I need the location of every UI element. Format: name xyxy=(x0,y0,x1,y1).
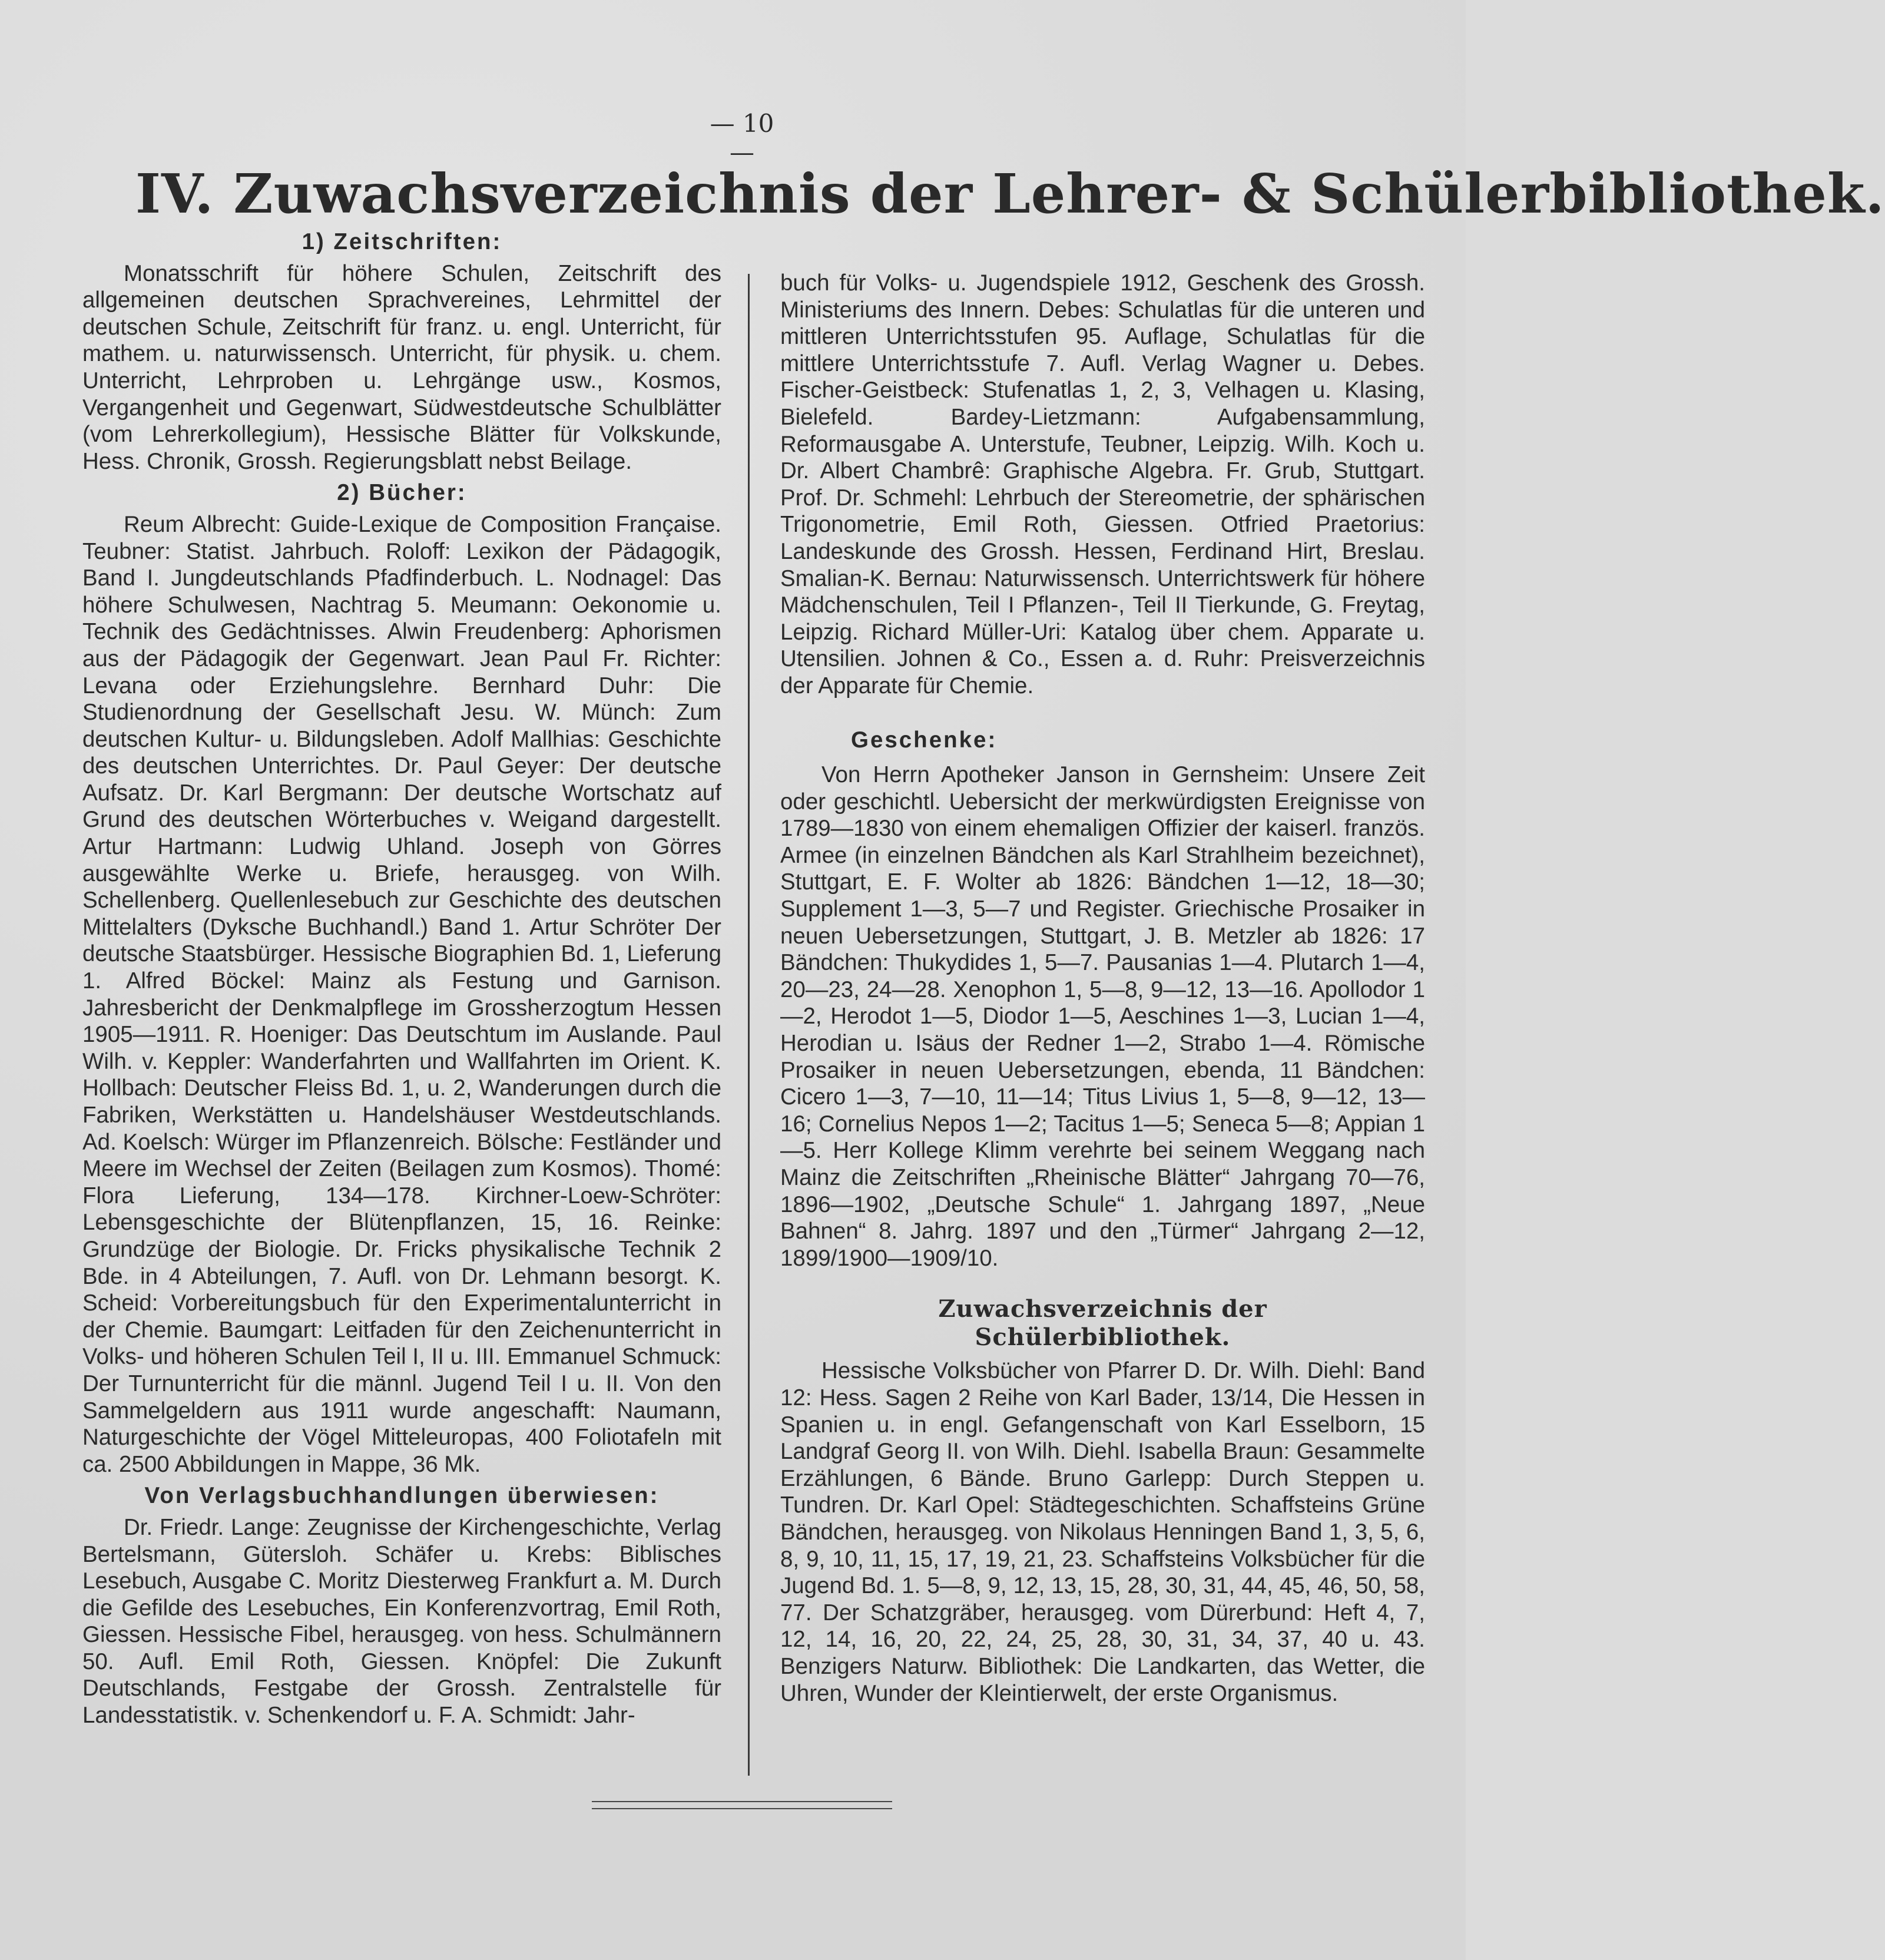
page-title: IV. Zuwachsverzeichnis der Lehrer- & Schülerbibliothek. xyxy=(135,162,1885,226)
bottom-divider xyxy=(592,1801,892,1809)
column-divider xyxy=(748,274,750,1776)
spacer xyxy=(780,700,1425,721)
left-column xyxy=(82,224,721,1729)
paragraph-publishers: Dr. Friedr. Lange: Zeugnisse der Kirchengeschichte, Verlag Bertelsmann, Gütersloh. Schäfer u. Krebs: Biblisches Lesebuch, Ausgabe C. Moritz Diesterweg Frankfurt a. M. Durch die Gefilde des Lesebuches, Ein Konferenzvortrag, Emil Roth, Giessen. Hessische Fibel, herausgeg. von hess. Schulmännern 50. Aufl. Emil Roth, Giessen. Knöpfel: Die Zukunft Deutschlands, Festgabe der Grossh. Zentralstelle für Landesstatistik. v. Schenkendorf u. F. A. Schmidt: Jahr- xyxy=(82,1514,721,1729)
section-heading-student-library-line1: Zuwachsverzeichnis der xyxy=(938,1295,1267,1323)
section-heading-publishers: Von Verlagsbuchhandlungen überwiesen: xyxy=(144,1483,660,1509)
section-heading-student-library-line2: Schülerbibliothek. xyxy=(975,1323,1231,1352)
spacer xyxy=(780,1272,1425,1295)
section-heading-books: 2) Bücher: xyxy=(337,480,467,506)
paragraph-books: Reum Albrecht: Guide-Lexique de Composition Française. Teubner: Statist. Jahrbuch. Roloff: Lexikon der Pädagogik, Band I. Jungdeutschlands Pfadfinderbuch. L. Nodnagel: Das höhere Schulwesen, Nachtrag 5. Meumann: Oekonomie u. Technik des Gedächtnisses. Alwin Freudenberg: Aphorismen aus der Pädagogik der Gegenwart. Jean Paul Fr. Richter: Levana oder Erziehungslehre. Bernhard Duhr: Die Studienordnung der Gesellschaft Jesu. W. Münch: Zum deutschen Kultur- u. Bildungsleben. Adolf Mallhias: Geschichte des deutschen Unterrichtes. Dr. Paul Geyer: Der deutsche Aufsatz. Dr. Karl Bergmann: Der deutsche Wortschatz auf Grund des deutschen Wörterbuches v. Weigand dargestellt. Artur Hartmann: Ludwig Uhland. Joseph von Görres ausgewählte Werke u. Briefe, herausgeg. von Wilh. Schellenberg. Quellenlesebuch zur Geschichte des deutschen Mittelalters (Dyksche Buchhandl.) Band 1. Artur Schröter Der deutsche Staatsbürger. Hessische Biographien Bd. 1, Lieferung 1. Alfred Böckel: Mainz als Festung und Garnison. Jahresbericht der Denkmalpflege im Grossherzogtum Hessen 1905—1911. R. Hoeniger: Das Deutschtum im Auslande. Paul Wilh. v. Keppler: Wanderfahrten und Wallfahrten im Orient. K. Hollbach: Deutscher Fleiss Bd. 1, u. 2, Wanderungen durch die Fabriken, Werkstätten u. Handelshäuser Westdeutschlands. Ad. Koelsch: Würger im Pflanzenreich. Bölsche: Festländer und Meere im Wechsel der Zeiten (Beilagen zum Kosmos). Thomé: Flora Lieferung, 134—178. Kirchner-Loew-Schröter: Lebensgeschichte der Blütenpflanzen, 15, 16. Reinke: Grundzüge der Biologie. Dr. Fricks physikalische Technik 2 Bde. in 4 Abteilungen, 7. Aufl. von Dr. Lehmann besorgt. K. Scheid: Vorbereitungsbuch für den Experimentalunterricht in der Chemie. Baumgart: Leitfaden für den Zeichenunterricht in Volks- und höheren Schulen Teil I, II u. III. Emmanuel Schmuck: Der Turnunterricht für die männl. Jugend Teil I u. II. Von den Sammelgeldern aus 1911 wurde angeschafft: Naumann, Naturgeschichte der Vögel Mitteleuropas, 400 Foliotafeln mit ca. 2500 Abbildungen in Mappe, 36 Mk. xyxy=(82,511,721,1477)
paragraph-gifts: Von Herrn Apotheker Janson in Gernsheim: Unsere Zeit oder geschichtl. Uebersicht der merkwürdigsten Ereignisse von 1789—1830 von einem ehemaligen Offizier der kaiserl. französ. Armee (in einzelnen Bändchen als Karl Strahlheim bezeichnet), Stuttgart, E. F. Wolter ab 1826: Bändchen 1—12, 18—30; Supplement 1—3, 5—7 und Register. Griechische Prosaiker in neuen Uebersetzungen, Stuttgart, J. B. Metzler ab 1826: 17 Bändchen: Thukydides 1, 5—7. Pausanias 1—4. Plutarch 1—4, 20—23, 24—28. Xenophon 1, 5—8, 9—12, 13—16. Apollodor 1—2, Herodot 1—5, Diodor 1—5, Aeschines 1—3, Lucian 1—4, Herodian u. Isäus der Redner 1—2, Strabo 1—4. Römische Prosaiker in neuen Uebersetzungen, ebenda, 11 Bändchen: Cicero 1—3, 7—10, 11—14; Titus Livius 1, 5—8, 9—12, 13—16; Cornelius Nepos 1—2; Tacitus 1—5; Seneca 5—8; Appian 1—5. Herr Kollege Klimm verehrte bei seinem Weggang nach Mainz die Zeitschriften „Rheinische Blätter“ Jahrgang 70—76, 1896—1902, „Deutsche Schule“ 1. Jahrgang 1897, „Neue Bahnen“ 8. Jahrg. 1897 und den „Türmer“ Jahrgang 2—12, 1899/1900—1909/10. xyxy=(780,762,1425,1271)
paragraph-periodicals: Monatsschrift für höhere Schulen, Zeitschrift des allgemeinen deutschen Sprachvereines, Lehrmittel der deutschen Schule, Zeitschrift für franz. u. engl. Unterricht, für mathem. u. naturwissensch. Unterricht, für physik. u. chem. Unterricht, Lehrproben u. Lehrgänge usw., Kosmos, Vergangenheit und Gegenwart, Südwestdeutsche Schulblätter (vom Lehrerkollegium), Hessische Blätter für Volkskunde, Hess. Chronik, Grossh. Regierungsblatt nebst Beilage. xyxy=(82,260,721,474)
right-column xyxy=(780,270,1425,1707)
paragraph-publishers-continued: buch für Volks- u. Jugendspiele 1912, Geschenk des Grossh. Ministeriums des Innern. Debes: Schulatlas für die unteren und mittleren Unterrichtsstufen 95. Auflage, Schulatlas für die mittlere Unterrichtsstufe 7. Aufl. Verlag Wagner u. Debes. Fischer-Geistbeck: Stufenatlas 1, 2, 3, Velhagen u. Klasing, Bielefeld. Bardey-Lietzmann: Aufgabensammlung, Reformausgabe A. Unterstufe, Teubner, Leipzig. Wilh. Koch u. Dr. Albert Chambrê: Graphische Algebra. Fr. Grub, Stuttgart. Prof. Dr. Schmehl: Lehrbuch der Stereometrie, der sphärischen Trigonometrie, Emil Roth, Giessen. Otfried Praetorius: Landeskunde des Grossh. Hessen, Ferdinand Hirt, Breslau. Smalian-K. Bernau: Naturwissensch. Unterrichtswerk für höhere Mädchenschulen, Teil I Pflanzen-, Teil II Tierkunde, G. Freytag, Leipzig. Richard Müller-Uri: Katalog über chem. Apparate u. Utensilien. Johnen & Co., Essen a. d. Ruhr: Preisverzeichnis der Apparate für Chemie. xyxy=(780,270,1425,698)
section-heading-periodicals: 1) Zeitschriften: xyxy=(302,229,502,254)
section-heading-gifts: Geschenke: xyxy=(851,727,998,753)
page-number: — 10 — xyxy=(710,109,774,167)
paragraph-student-library: Hessische Volksbücher von Pfarrer D. Dr. Wilh. Diehl: Band 12: Hess. Sagen 2 Reihe von Karl Bader, 13/14, Die Hessen in Spanien u. in engl. Gefangenschaft von Karl Esselborn, 15 Landgraf Georg II. von Wilh. Diehl. Isabella Braun: Gesammelte Erzählungen, 6 Bände. Bruno Garlepp: Durch Steppen u. Tundren. Dr. Karl Opel: Städtegeschichten. Schaffsteins Grüne Bändchen, herausgeg. von Nikolaus Henningen Band 1, 3, 5, 6, 8, 9, 10, 11, 15, 17, 19, 21, 23. Schaffsteins Volksbücher für die Jugend Bd. 1. 5—8, 9, 12, 13, 15, 28, 30, 31, 44, 45, 46, 50, 58, 77. Der Schatzgräber, herausgeg. vom Dürerbund: Heft 4, 7, 12, 14, 16, 20, 22, 24, 25, 28, 30, 31, 34, 37, 40 u. 43. Benzigers Naturw. Bibliothek: Die Landkarten, das Wetter, die Uhren, Wunder der Kleintierwelt, der erste Organismus. xyxy=(780,1358,1425,1706)
